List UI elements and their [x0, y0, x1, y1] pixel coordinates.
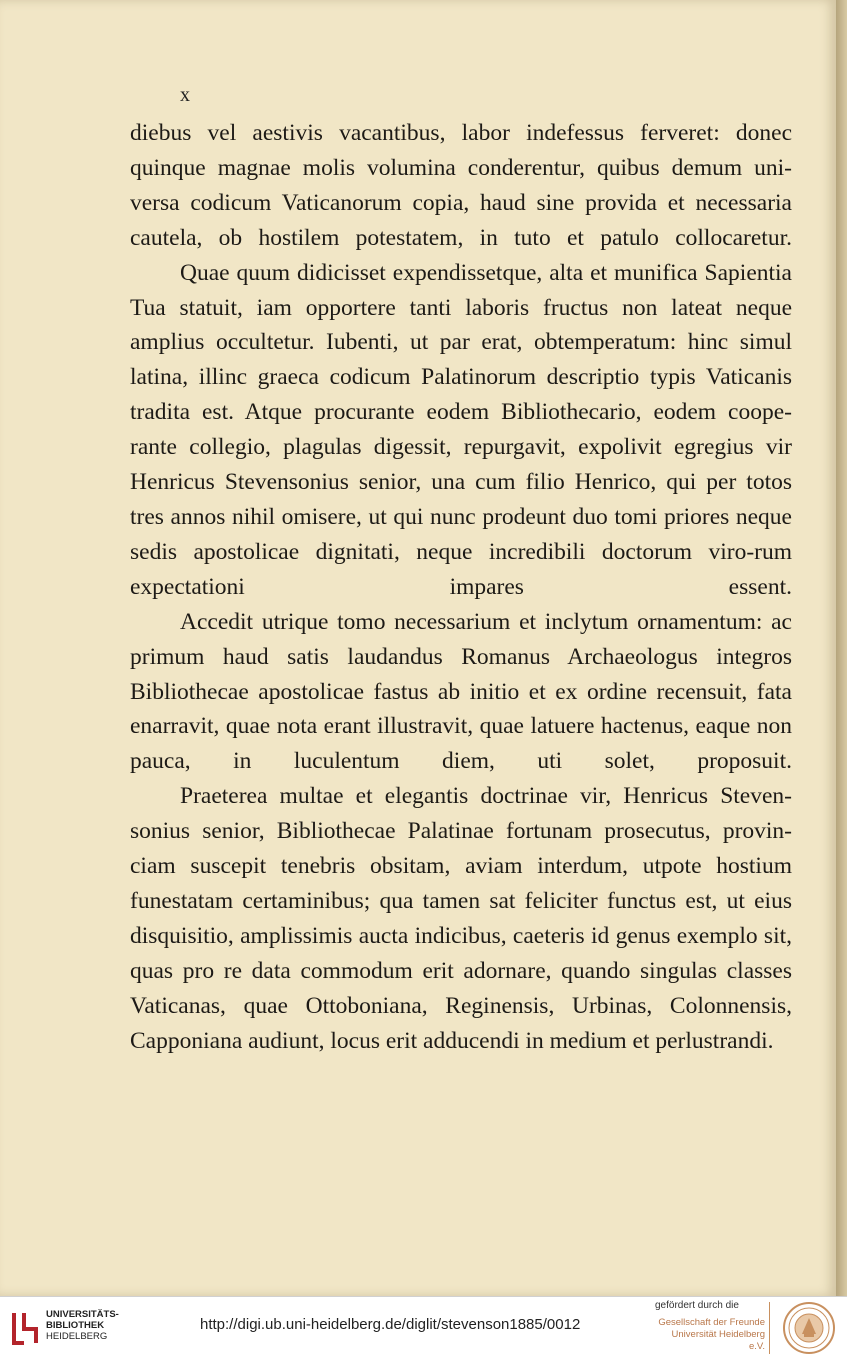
sponsor-divider — [769, 1302, 770, 1354]
library-name-line: HEIDELBERG — [46, 1331, 108, 1342]
library-name — [46, 1309, 119, 1342]
sponsor-name-line: Gesellschaft der Freunde — [658, 1317, 765, 1328]
sponsor-name — [655, 1317, 765, 1353]
library-logo-icon — [10, 1309, 40, 1347]
sponsor-name-line: Universität Heidelberg e.V. — [671, 1329, 765, 1352]
permalink-url[interactable]: http://digi.ub.uni-heidelberg.de/diglit/stevenson1885/0012 — [200, 1316, 581, 1333]
sponsor-label: gefördert durch die — [655, 1300, 739, 1311]
paragraph: Praeterea multae et elegantis doctrinae vir, Henricus Steven-sonius senior, Bibliothecae Palatinae fortunam prosecutus, provin-ciam suscepit tenebris obsitam, aviam interdum, utpote hostium funestatam certaminibus; qua tamen sat feliciter functus est, ut eius disquisitio, amplissimis aucta indicibus, caeteris id genus exemplo sit, quas pro re data commodum erit adornare, quando singulas classes Vaticanas, quae Ottoboniana, Reginensis, Urbinas, Colonnensis, Capponiana audiunt, locus erit adducendi in medium et perlustrandi. — [130, 783, 792, 1054]
page-number: x — [180, 84, 190, 106]
paragraph: diebus vel aestivis vacantibus, labor indefessus ferveret: donec quinque magnae molis volumina conderentur, quibus demum uni-versa codicum Vaticanorum copia, haud sine provida et necessaria cautela, ob hostilem potestatem, in tuto et patulo collocaretur. — [130, 120, 792, 251]
footer-bar — [0, 1296, 847, 1358]
page-edge — [836, 0, 847, 1296]
library-name-line: BIBLIOTHEK — [46, 1320, 105, 1331]
paragraph: Accedit utrique tomo necessarium et inclytum ornamentum: ac primum haud satis laudandus Romanus Archaeologus integros Bibliothecae apostolicae fastus ab initio et ex ordine recensuit, fata enarravit, quae nota erant illustravit, quae latuere hactenus, eaque non pauca, in luculentum diem, uti solet, proposuit. — [130, 608, 792, 775]
university-seal-icon — [782, 1301, 836, 1355]
paragraph: Quae quum didicisset expendissetque, alta et munifica Sapientia Tua statuit, iam opportere tanti laboris fructus non lateat neque amplius occultetur. Iubenti, ut par erat, obtemperatum: hinc simul latina, illinc graeca codicum Palatinorum descriptio typis Vaticanis tradita est. Atque procurante eodem Bibliothecario, eodem coope-rante collegio, plagulas digessit, repurgavit, expolivit egregius vir Henricus Stevensonius senior, una cum filio Henrico, qui per totos tres annos nihil omisere, ut qui nunc prodeunt duo tomi priores neque sedis apostolicae dignitati, neque incredibili doctorum viro-rum expectationi impares essent. — [130, 259, 792, 600]
library-name-line: UNIVERSITÄTS- — [46, 1309, 119, 1320]
body-text — [130, 116, 792, 1058]
